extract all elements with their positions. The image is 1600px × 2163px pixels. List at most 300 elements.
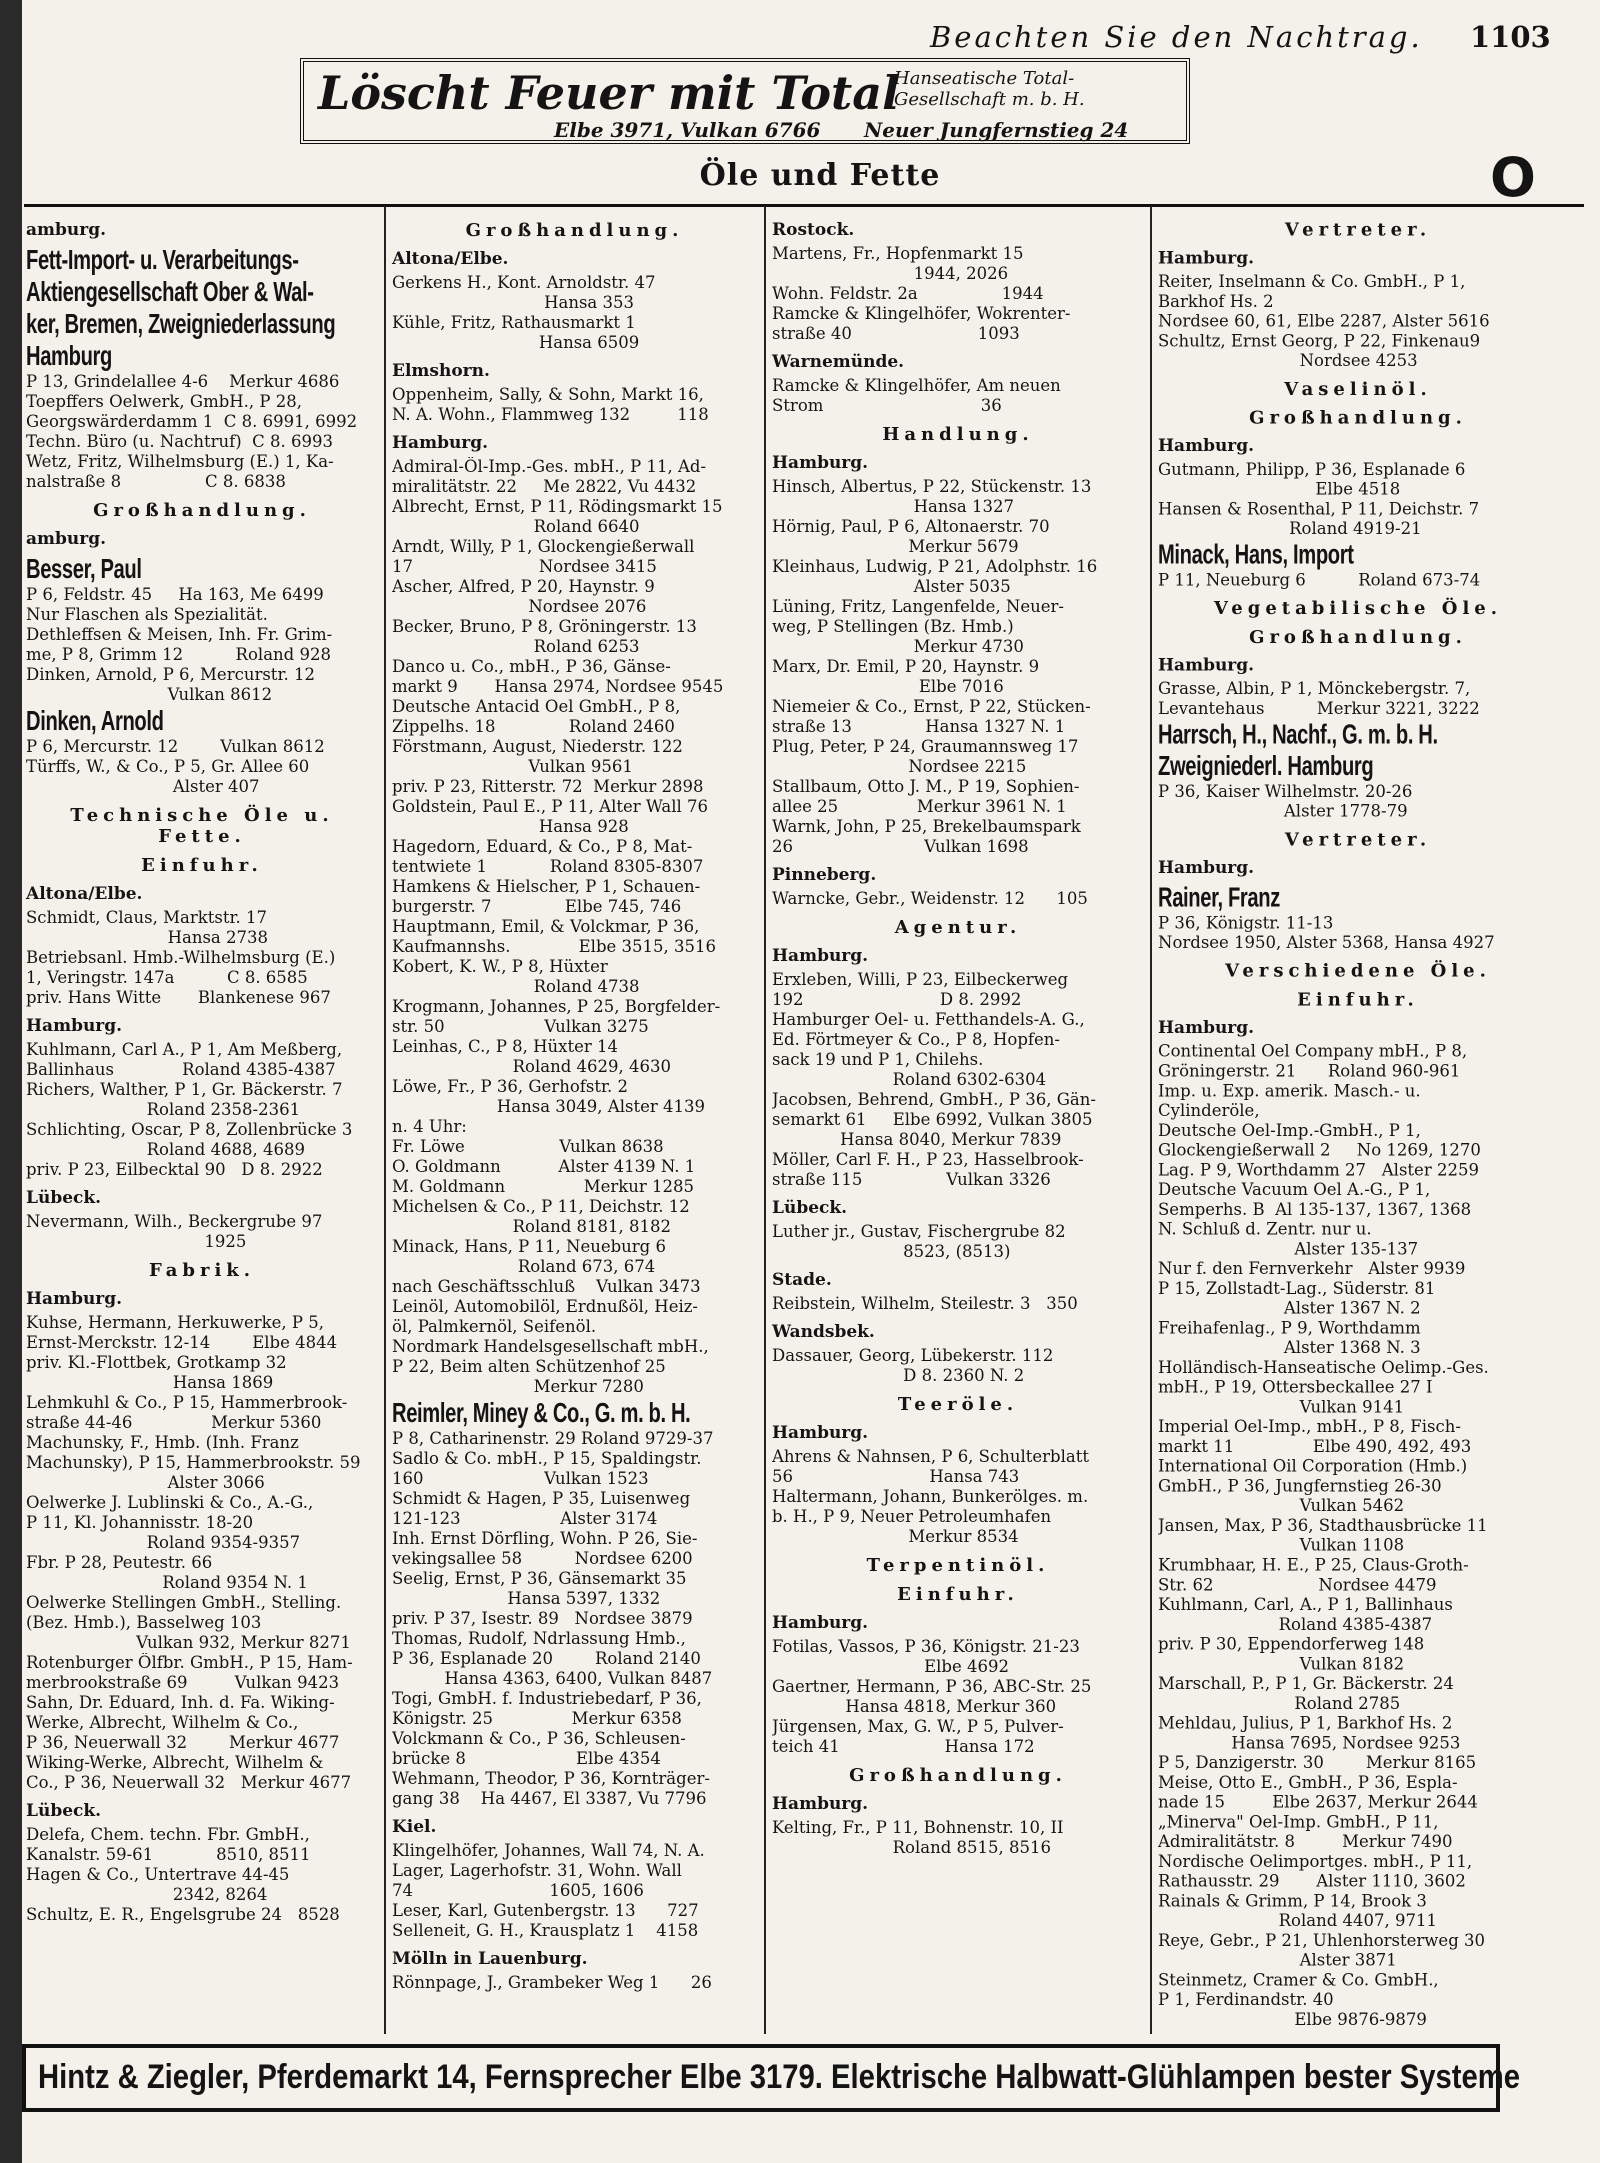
entry-line: Roland 4629, 4630 [392, 1057, 672, 1076]
entry-line: Nevermann, Wilh., Beckergrube 97 [26, 1212, 323, 1231]
featured-entry-name: Minack, Hans, Import [1158, 539, 1354, 570]
entry-line: (Bez. Hmb.), Basselweg 103 [26, 1613, 262, 1632]
entry-line: Vulkan 5462 [1158, 1496, 1405, 1516]
entry-line: Dinken, Arnold, P 6, Mercurstr. 12 [26, 665, 315, 684]
entry-line: Gaertner, Hermann, P 36, ABC-Str. 25 [772, 1677, 1092, 1696]
column-divider [764, 206, 766, 2034]
entry-line: Alster 1368 N. 3 [1158, 1338, 1421, 1358]
section-heading: Fabrik. [148, 1260, 256, 1281]
entry-line: Wiking-Werke, Albrecht, Wilhelm & [26, 1753, 324, 1772]
entry-line: Rotenburger Ölfbr. GmbH., P 15, Ham- [26, 1653, 353, 1672]
column-1 [26, 212, 378, 1925]
top-ad-phones: Elbe 3971, Vulkan 6766 [554, 118, 821, 142]
entry-line: Erxleben, Willi, P 23, Eilbeckerweg [772, 970, 1069, 989]
entry-line: Hörnig, Paul, P 6, Altonaerstr. 70 [772, 517, 1050, 536]
entry-line: Inh. Ernst Dörfling, Wohn. P 26, Sie- [392, 1529, 698, 1548]
entry-line: Barkhof Hs. 2 [1158, 292, 1274, 311]
entry-line: 26 Vulkan 1698 [772, 837, 1029, 856]
entry-line: Kanalstr. 59-61 8510, 8511 [26, 1845, 311, 1864]
entry-line: Kuhlmann, Carl, A., P 1, Ballinhaus [1158, 1595, 1453, 1614]
entry-line: Kobert, K. W., P 8, Hüxter [392, 957, 608, 976]
section-heading: Einfuhr. [1297, 989, 1419, 1011]
entry-line: straße 13 Hansa 1327 N. 1 [772, 717, 1066, 736]
entry-line: Reiter, Inselmann & Co. GmbH., P 1, [1158, 272, 1466, 292]
entry-line: Ascher, Alfred, P 20, Haynstr. 9 [392, 577, 655, 596]
entry-line: Ernst-Merckstr. 12-14 Elbe 4844 [26, 1333, 338, 1352]
entry-line: Deutsche Vacuum Oel A.-G., P 1, [1158, 1180, 1431, 1200]
entry-line: Löwe, Fr., P 36, Gerhofstr. 2 [392, 1077, 629, 1096]
entry-line: Levantehaus Merkur 3221, 3222 [1158, 699, 1480, 718]
entry-line: Elbe 7016 [772, 677, 1004, 696]
entry-line: Oelwerke J. Lublinski & Co., A.-G., [26, 1493, 314, 1512]
entry-line: Jacobsen, Behrend, GmbH., P 36, Gän- [772, 1090, 1096, 1109]
entry-line: Nordsee 2215 [772, 757, 1027, 776]
entry-line: Vulkan 1108 [1158, 1535, 1405, 1555]
entry-line: Roland 9354 N. 1 [26, 1573, 308, 1592]
entry-line: Krumbhaar, H. E., P 25, Claus-Groth- [1158, 1555, 1469, 1575]
entry-line: Alster 407 [26, 777, 260, 796]
entry-line: Mehldau, Julius, P 1, Barkhof Hs. 2 [1158, 1713, 1453, 1733]
entry-line: Hansa 6509 [392, 333, 640, 352]
entry-line: Haltermann, Johann, Bunkerölges. m. [772, 1487, 1089, 1506]
entry-line: „Minerva" Oel-Imp. GmbH., P 11, [1158, 1812, 1439, 1832]
entry-line: Schlichting, Oscar, P 8, Zollenbrücke 3 [26, 1120, 353, 1139]
entry-line: teich 41 Hansa 172 [772, 1737, 1035, 1756]
place-heading: Elmshorn. [392, 361, 490, 381]
entry-line: Alster 5035 [772, 577, 1011, 596]
section-heading: Terpentinöl. [866, 1555, 1050, 1576]
entry-line: Vulkan 8612 [26, 685, 273, 704]
entry-line: O. Goldmann Alster 4139 N. 1 [392, 1157, 696, 1176]
entry-line: Plug, Peter, P 24, Graumannsweg 17 [772, 737, 1079, 756]
entry-line: Kaufmannshs. Elbe 3515, 3516 [392, 937, 716, 956]
place-heading: Warnemünde. [772, 352, 905, 372]
place-heading: Pinneberg. [772, 865, 877, 885]
entry-line: Kelting, Fr., P 11, Bohnenstr. 10, II [772, 1818, 1064, 1837]
page-binding-edge [0, 0, 22, 2163]
entry-line: Imp. u. Exp. amerik. Masch.- u. [1158, 1081, 1421, 1101]
entry-line: Marschall, P., P 1, Gr. Bäckerstr. 24 [1158, 1674, 1454, 1694]
entry-line: Alster 3066 [26, 1473, 265, 1492]
section-heading: Großhandlung. [93, 500, 311, 521]
entry-line: Lüning, Fritz, Langenfelde, Neuer- [772, 597, 1064, 616]
entry-line: Vulkan 9561 [392, 757, 633, 776]
entry-line: Richers, Walther, P 1, Gr. Bäckerstr. 7 [26, 1080, 343, 1099]
entry-line: Rönnpage, J., Grambeker Weg 1 26 [392, 1973, 712, 1992]
place-heading: Wandsbek. [772, 1322, 875, 1342]
section-heading: Vertreter. [1284, 829, 1432, 851]
entry-line: Hauptmann, Emil, & Volckmar, P 36, [392, 917, 700, 936]
entry-line: Möller, Carl F. H., P 23, Hasselbrook- [772, 1150, 1084, 1169]
entry-line: Nordsee 4253 [1158, 351, 1418, 371]
featured-entry-name: Besser, Paul [26, 553, 142, 584]
entry-line: Arndt, Willy, P 1, Glockengießerwall [392, 537, 695, 556]
entry-line: Elbe 4692 [772, 1657, 1009, 1676]
entry-line: Merkur 4730 [772, 637, 1024, 656]
bottom-advertisement [22, 2044, 1521, 2112]
place-heading: Hamburg. [772, 1423, 869, 1443]
place-heading: Altona/Elbe. [392, 249, 509, 269]
entry-line: sack 19 und P 1, Chilehs. [772, 1050, 984, 1069]
entry-line: Freihafenlag., P 9, Worthdamm [1158, 1318, 1421, 1338]
entry-line: Leinöl, Automobilöl, Erdnußöl, Heiz- [392, 1297, 698, 1316]
page-title: Öle und Fette [699, 158, 941, 193]
entry-line: Holländisch-Hanseatische Oelimp.-Ges. [1158, 1358, 1489, 1377]
entry-line: Hamkens & Hielscher, P 1, Schauen- [392, 877, 701, 896]
featured-entry-name: Hamburg [26, 340, 112, 371]
entry-line: Hansen & Rosenthal, P 11, Deichstr. 7 [1158, 499, 1480, 519]
entry-line: Semperhs. B Al 135-137, 1367, 1368 [1158, 1200, 1472, 1219]
entry-line: 121-123 Alster 3174 [392, 1509, 658, 1528]
entry-line: Lehmkuhl & Co., P 15, Hammerbrook- [26, 1393, 348, 1412]
entry-line: 192 D 8. 2992 [772, 990, 1022, 1009]
entry-line: Alster 1778-79 [1158, 801, 1408, 821]
featured-entry-name: Aktiengesellschaft Ober & Wal- [26, 276, 314, 307]
entry-line: Warnk, John, P 25, Brekelbaumspark [772, 817, 1081, 836]
entry-line: P 36, Kaiser Wilhelmstr. 20-26 [1158, 782, 1413, 801]
featured-entry-name: Dinken, Arnold [26, 705, 164, 736]
entry-line: Wehmann, Theodor, P 36, Kornträger- [392, 1769, 710, 1788]
entry-line: Klingelhöfer, Johannes, Wall 74, N. A. [392, 1841, 705, 1860]
place-heading: amburg. [26, 220, 107, 240]
entry-line: Nordmark Handelsgesellschaft mbH., [392, 1337, 709, 1356]
entry-line: Machunsky, F., Hmb. (Inh. Franz [26, 1433, 299, 1452]
entry-line: N. Schluß d. Zentr. nur u. [1158, 1219, 1372, 1239]
entry-line: Merkur 8534 [772, 1527, 1019, 1546]
entry-line: Hagen & Co., Untertrave 44-45 [26, 1865, 290, 1884]
place-heading: Hamburg. [26, 1016, 123, 1036]
entry-line: Jürgensen, Max, G. W., P 5, Pulver- [772, 1717, 1064, 1736]
entry-line: D 8. 2360 N. 2 [772, 1366, 1025, 1385]
entry-line: b. H., P 9, Neuer Petroleumhafen [772, 1507, 1052, 1526]
entry-line: priv. P 30, Eppendorferweg 148 [1158, 1634, 1425, 1654]
entry-line: Dethleffsen & Meisen, Inh. Fr. Grim- [26, 625, 333, 644]
featured-entry-name: Fett-Import- u. Verarbeitungs- [26, 244, 299, 275]
entry-line: P 6, Mercurstr. 12 Vulkan 8612 [26, 737, 325, 756]
entry-line: Roland 6302-6304 [772, 1070, 1047, 1089]
entry-line: Kleinhaus, Ludwig, P 21, Adolphstr. 16 [772, 557, 1098, 576]
entry-line: Steinmetz, Cramer & Co. GmbH., [1158, 1970, 1439, 1990]
featured-entry-name: Reimler, Miney & Co., G. m. b. H. [392, 1397, 691, 1428]
entry-line: tentwiete 1 Roland 8305-8307 [392, 857, 704, 876]
entry-line: Admiralitätstr. 8 Merkur 7490 [1158, 1832, 1453, 1852]
column-divider [1150, 206, 1152, 2034]
entry-line: Lager, Lagerhofstr. 31, Wohn. Wall [392, 1861, 682, 1880]
entry-line: Stallbaum, Otto J. M., P 19, Sophien- [772, 777, 1080, 796]
entry-line: Warncke, Gebr., Weidenstr. 12 105 [772, 889, 1088, 908]
entry-line: Grasse, Albin, P 1, Mönckebergstr. 7, [1158, 679, 1471, 699]
entry-line: Elbe 9876-9879 [1158, 2010, 1427, 2029]
entry-line: GmbH., P 36, Jungfernstieg 26-30 [1158, 1476, 1442, 1496]
entry-line: priv. Hans Witte Blankenese 967 [26, 988, 331, 1007]
entry-line: Roland 4407, 9711 [1158, 1911, 1438, 1931]
entry-line: Techn. Büro (u. Nachtruf) C 8. 6993 [26, 432, 334, 451]
entry-line: Zippelhs. 18 Roland 2460 [392, 717, 675, 736]
entry-line: Roland 673, 674 [392, 1257, 656, 1276]
entry-line: Michelsen & Co., P 11, Deichstr. 12 [392, 1197, 690, 1216]
entry-line: Marx, Dr. Emil, P 20, Haynstr. 9 [772, 657, 1040, 676]
entry-line: Krogmann, Johannes, P 25, Borgfelder- [392, 997, 721, 1016]
entry-line: Kuhlmann, Carl A., P 1, Am Meßberg, [26, 1040, 343, 1059]
entry-line: P 36, Neuerwall 32 Merkur 4677 [26, 1733, 340, 1752]
entry-line: merbrookstraße 69 Vulkan 9423 [26, 1673, 340, 1692]
entry-line: P 13, Grindelallee 4-6 Merkur 4686 [26, 372, 340, 391]
place-heading: Rostock. [772, 220, 855, 240]
entry-line: markt 11 Elbe 490, 492, 493 [1158, 1437, 1472, 1456]
entry-line: Leinhas, C., P 8, Hüxter 14 [392, 1037, 618, 1056]
place-heading: Lübeck. [26, 1801, 102, 1821]
section-heading: Handlung. [882, 424, 1034, 445]
column-3 [772, 212, 1144, 1858]
place-heading: Mölln in Lauenburg. [392, 1949, 588, 1969]
entry-line: nade 15 Elbe 2637, Merkur 2644 [1158, 1792, 1478, 1812]
place-heading: Hamburg. [1158, 436, 1255, 457]
top-ad-firm: Hanseatische Total-Gesellschaft m. b. H. [894, 68, 1085, 110]
entry-line: priv. Kl.-Flottbek, Grotkamp 32 [26, 1353, 287, 1372]
entry-line: Elbe 4518 [1158, 479, 1401, 499]
entry-line: Hansa 7695, Nordsee 9253 [1158, 1733, 1461, 1753]
entry-line: Dassauer, Georg, Lübekerstr. 112 [772, 1346, 1054, 1365]
entry-line: Str. 62 Nordsee 4479 [1158, 1575, 1437, 1595]
entry-line: nalstraße 8 C 8. 6838 [26, 472, 286, 491]
entry-line: Delefa, Chem. techn. Fbr. GmbH., [26, 1825, 310, 1844]
entry-line: Rathausstr. 29 Alster 1110, 3602 [1158, 1871, 1466, 1891]
entry-line: 56 Hansa 743 [772, 1467, 1020, 1486]
entry-line: Alster 135-137 [1158, 1239, 1419, 1259]
entry-line: straße 115 Vulkan 3326 [772, 1170, 1051, 1189]
entry-line: str. 50 Vulkan 3275 [392, 1017, 649, 1036]
entry-line: n. 4 Uhr: [392, 1117, 467, 1136]
entry-line: Toepffers Oelwerk, GmbH., P 28, [26, 392, 303, 411]
entry-line: International Oil Corporation (Hmb.) [1158, 1456, 1468, 1476]
section-heading: Einfuhr. [897, 1584, 1019, 1605]
entry-line: P 1, Ferdinandstr. 40 [1158, 1990, 1334, 2010]
entry-line: weg, P Stellingen (Bz. Hmb.) [772, 617, 1014, 636]
column-2 [392, 212, 757, 1993]
entry-line: Martens, Fr., Hopfenmarkt 15 [772, 244, 1024, 263]
entry-line: Kuhse, Hermann, Herkuwerke, P 5, [26, 1313, 324, 1332]
entry-line: Förstmann, August, Niederstr. 122 [392, 737, 683, 756]
entry-line: Deutsche Oel-Imp.-GmbH., P 1, [1158, 1120, 1421, 1140]
entry-line: Roland 4688, 4689 [26, 1140, 306, 1159]
entry-line: Admiral-Öl-Imp.-Ges. mbH., P 11, Ad- [392, 457, 707, 476]
entry-line: Wohn. Feldstr. 2a 1944 [772, 284, 1044, 303]
top-ad-slogan: Löscht Feuer mit Total [318, 66, 900, 120]
place-heading: Hamburg. [772, 1794, 869, 1814]
entry-line: miralitätstr. 22 Me 2822, Vu 4432 [392, 477, 697, 496]
place-heading: Hamburg. [772, 1613, 869, 1633]
section-heading: Vaselinöl. [1284, 378, 1432, 400]
entry-line: straße 44-46 Merkur 5360 [26, 1413, 322, 1432]
entry-line: Gröningerstr. 21 Roland 960-961 [1158, 1061, 1461, 1081]
entry-line: Hinsch, Albertus, P 22, Stückenstr. 13 [772, 477, 1092, 496]
entry-line: Thomas, Rudolf, Ndrlassung Hmb., [392, 1629, 686, 1648]
entry-line: N. A. Wohn., Flammweg 132 118 [392, 405, 709, 424]
entry-line: Minack, Hans, P 11, Neueburg 6 [392, 1237, 666, 1256]
entry-line: brücke 8 Elbe 4354 [392, 1749, 661, 1768]
entry-line: Continental Oel Company mbH., P 8, [1158, 1041, 1468, 1061]
entry-line: Machunsky), P 15, Hammerbrookstr. 59 [26, 1453, 361, 1472]
place-heading: Hamburg. [772, 946, 869, 966]
entry-line: Merkur 5679 [772, 537, 1019, 556]
entry-line: Hansa 2738 [26, 928, 269, 947]
entry-line: Alster 3871 [1158, 1950, 1397, 1970]
entry-line: vekingsallee 58 Nordsee 6200 [392, 1549, 693, 1568]
section-heading: Agentur. [894, 917, 1022, 938]
place-heading: Hamburg. [1158, 655, 1255, 676]
entry-line: Nordsee 2076 [392, 597, 647, 616]
entry-line: 17 Nordsee 3415 [392, 557, 657, 576]
entry-line: priv. P 37, Isestr. 89 Nordsee 3879 [392, 1609, 693, 1628]
entry-line: Roland 9354-9357 [26, 1533, 301, 1552]
entry-line: Türffs, W., & Co., P 5, Gr. Allee 60 [26, 757, 310, 776]
entry-line: M. Goldmann Merkur 1285 [392, 1177, 695, 1196]
entry-line: burgerstr. 7 Elbe 745, 746 [392, 897, 682, 916]
entry-line: P 11, Kl. Johannisstr. 18-20 [26, 1513, 254, 1532]
entry-line: Becker, Bruno, P 8, Gröningerstr. 13 [392, 617, 697, 636]
entry-line: priv. P 23, Ritterstr. 72 Merkur 2898 [392, 777, 704, 796]
entry-line: gang 38 Ha 4467, El 3387, Vu 7796 [392, 1789, 707, 1808]
entry-line: Hansa 4363, 6400, Vulkan 8487 [392, 1669, 713, 1688]
place-heading: Hamburg. [772, 453, 869, 473]
entry-line: Roland 4385-4387 [1158, 1614, 1433, 1634]
place-heading: Hamburg. [1158, 1018, 1255, 1038]
column-4 [1158, 212, 1558, 2030]
entry-line: priv. P 23, Eilbecktal 90 D 8. 2922 [26, 1160, 323, 1179]
entry-line: Fotilas, Vassos, P 36, Königstr. 21-23 [772, 1637, 1080, 1656]
entry-line: Schmidt, Claus, Marktstr. 17 [26, 908, 268, 927]
entry-line: Nordsee 1950, Alster 5368, Hansa 4927 [1158, 933, 1495, 953]
entry-line: 2342, 8264 [26, 1885, 268, 1904]
section-heading: Großhandlung. [1249, 626, 1467, 648]
entry-line: Glockengießerwall 2 No 1269, 1270 [1158, 1140, 1481, 1160]
place-heading: Hamburg. [26, 1289, 123, 1309]
entry-line: Hamburger Oel- u. Fetthandels-A. G., [772, 1010, 1085, 1029]
entry-line: Ramcke & Klingelhöfer, Wokrenter- [772, 304, 1071, 323]
place-heading: Kiel. [392, 1817, 437, 1837]
entry-line: Luther jr., Gustav, Fischergrube 82 [772, 1222, 1066, 1241]
entry-line: allee 25 Merkur 3961 N. 1 [772, 797, 1067, 816]
entry-line: Merkur 7280 [392, 1377, 644, 1396]
entry-line: Fr. Löwe Vulkan 8638 [392, 1137, 664, 1156]
entry-line: Gutmann, Philipp, P 36, Esplanade 6 [1158, 459, 1466, 479]
entry-line: Roland 8181, 8182 [392, 1217, 672, 1236]
entry-line: Schultz, E. R., Engelsgrube 24 8528 [26, 1905, 340, 1924]
entry-line: Sahn, Dr. Eduard, Inh. d. Fa. Wiking- [26, 1693, 335, 1712]
section-heading: Vertreter. [1284, 219, 1432, 241]
entry-line: Schultz, Ernst Georg, P 22, Finkenau9 [1158, 331, 1481, 351]
entry-line: Hansa 4818, Merkur 360 [772, 1697, 1057, 1716]
page-number: 1103 [1470, 20, 1551, 54]
entry-line: Selleneit, G. H., Krausplatz 1 4158 [392, 1921, 699, 1940]
entry-line: 1944, 2026 [772, 264, 1009, 283]
bottom-ad-text: Hintz & Ziegler, Pferdemarkt 14, Fernsprecher Elbe 3179. Elektrische Halbwatt-Glühlampen bester Systeme [38, 2058, 1521, 2096]
section-letter: O [1490, 146, 1536, 209]
place-heading: Hamburg. [1158, 858, 1255, 878]
entry-line: Albrecht, Ernst, P 11, Rödingsmarkt 15 [392, 497, 723, 516]
featured-entry-name: Zweigniederl. Hamburg [1158, 750, 1374, 782]
entry-line: öl, Palmkernöl, Seifenöl. [392, 1317, 597, 1336]
entry-line: Roland 6640 [392, 517, 640, 536]
place-heading: amburg. [26, 529, 107, 549]
section-heading: Technische Öle u. Fette. [70, 805, 334, 847]
entry-line: Nordische Oelimportges. mbH., P 11, [1158, 1852, 1473, 1871]
entry-line: Sadlo & Co. mbH., P 15, Spaldingstr. [392, 1449, 702, 1468]
entry-line: P 36, Esplanade 20 Roland 2140 [392, 1649, 701, 1668]
section-heading: Großhandlung. [465, 220, 684, 241]
entry-line: 160 Vulkan 1523 [392, 1469, 649, 1488]
header-rule [24, 204, 1584, 207]
entry-line: Nur Flaschen als Spezialität. [26, 605, 268, 624]
entry-line: Alster 1367 N. 2 [1158, 1298, 1421, 1318]
running-head: Beachten Sie den Nachtrag. [930, 20, 1423, 54]
entry-line: Togi, GmbH. f. Industriebedarf, P 36, [392, 1689, 702, 1708]
section-heading: Großhandlung. [1249, 407, 1467, 429]
entry-line: P 6, Feldstr. 45 Ha 163, Me 6499 [26, 585, 324, 604]
section-heading: Einfuhr. [141, 855, 263, 876]
entry-line: Rainals & Grimm, P 14, Brook 3 [1158, 1891, 1427, 1911]
entry-line: Hansa 5397, 1332 [392, 1589, 661, 1608]
section-heading: Vegetabilische Öle. [1213, 598, 1503, 620]
entry-line: Hansa 1869 [26, 1373, 274, 1392]
entry-line: P 22, Beim alten Schützenhof 25 [392, 1357, 666, 1376]
entry-line: Fbr. P 28, Peutestr. 66 [26, 1553, 213, 1572]
entry-line: Lag. P 9, Worthdamm 27 Alster 2259 [1158, 1160, 1479, 1180]
entry-line: Hagedorn, Eduard, & Co., P 8, Mat- [392, 837, 693, 856]
entry-line: Georgswärderdamm 1 C 8. 6991, 6992 [26, 412, 358, 431]
entry-line: Ahrens & Nahnsen, P 6, Schulterblatt [772, 1447, 1089, 1466]
entry-line: 1925 [26, 1232, 247, 1251]
entry-line: 8523, (8513) [772, 1242, 1011, 1261]
entry-line: Reye, Gebr., P 21, Uhlenhorsterweg 30 [1158, 1931, 1486, 1950]
entry-line: semarkt 61 Elbe 6992, Vulkan 3805 [772, 1110, 1093, 1129]
section-heading: Teeröle. [897, 1394, 1019, 1415]
entry-line: Seelig, Ernst, P 36, Gänsemarkt 35 [392, 1569, 687, 1588]
entry-line: Schmidt & Hagen, P 35, Luisenweg [392, 1489, 691, 1508]
entry-line: me, P 8, Grimm 12 Roland 928 [26, 645, 331, 664]
entry-line: Roland 4919-21 [1158, 519, 1422, 539]
entry-line: 74 1605, 1606 [392, 1881, 644, 1900]
entry-line: Königstr. 25 Merkur 6358 [392, 1709, 682, 1728]
entry-line: Nordsee 60, 61, Elbe 2287, Alster 5616 [1158, 311, 1490, 331]
entry-line: Cylinderöle, [1158, 1101, 1260, 1120]
entry-line: Meise, Otto E., GmbH., P 36, Espla- [1158, 1773, 1458, 1792]
entry-line: mbH., P 19, Ottersbeckallee 27 I [1158, 1377, 1433, 1397]
entry-line: Hansa 928 [392, 817, 629, 836]
place-heading: Stade. [772, 1270, 832, 1290]
entry-line: Deutsche Antacid Oel GmbH., P 8, [392, 697, 681, 716]
entry-line: Nur f. den Fernverkehr Alster 9939 [1158, 1259, 1466, 1279]
place-heading: Lübeck. [26, 1188, 102, 1208]
entry-line: Wetz, Fritz, Wilhelmsburg (E.) 1, Ka- [26, 452, 334, 471]
entry-line: Ballinhaus Roland 4385-4387 [26, 1060, 336, 1079]
entry-line: Kühle, Fritz, Rathausmarkt 1 [392, 313, 636, 332]
entry-line: Jansen, Max, P 36, Stadthausbrücke 11 [1158, 1516, 1488, 1535]
entry-line: Hansa 3049, Alster 4139 [392, 1097, 705, 1116]
entry-line: 1, Veringstr. 147a C 8. 6585 [26, 968, 308, 987]
entry-line: P 8, Catharinenstr. 29 Roland 9729-37 [392, 1429, 714, 1448]
entry-line: Vulkan 932, Merkur 8271 [26, 1633, 351, 1652]
entry-line: Strom 36 [772, 396, 1002, 415]
section-heading: Großhandlung. [849, 1765, 1067, 1786]
entry-line: straße 40 1093 [772, 324, 1020, 343]
entry-line: Gerkens H., Kont. Arnoldstr. 47 [392, 273, 656, 292]
entry-line: Hansa 1327 [772, 497, 1015, 516]
entry-line: Betriebsanl. Hmb.-Wilhelmsburg (E.) [26, 948, 336, 967]
entry-line: Hansa 353 [392, 293, 634, 312]
entry-line: Roland 2358-2361 [26, 1100, 301, 1119]
entry-line: P 15, Zollstadt-Lag., Süderstr. 81 [1158, 1279, 1436, 1298]
